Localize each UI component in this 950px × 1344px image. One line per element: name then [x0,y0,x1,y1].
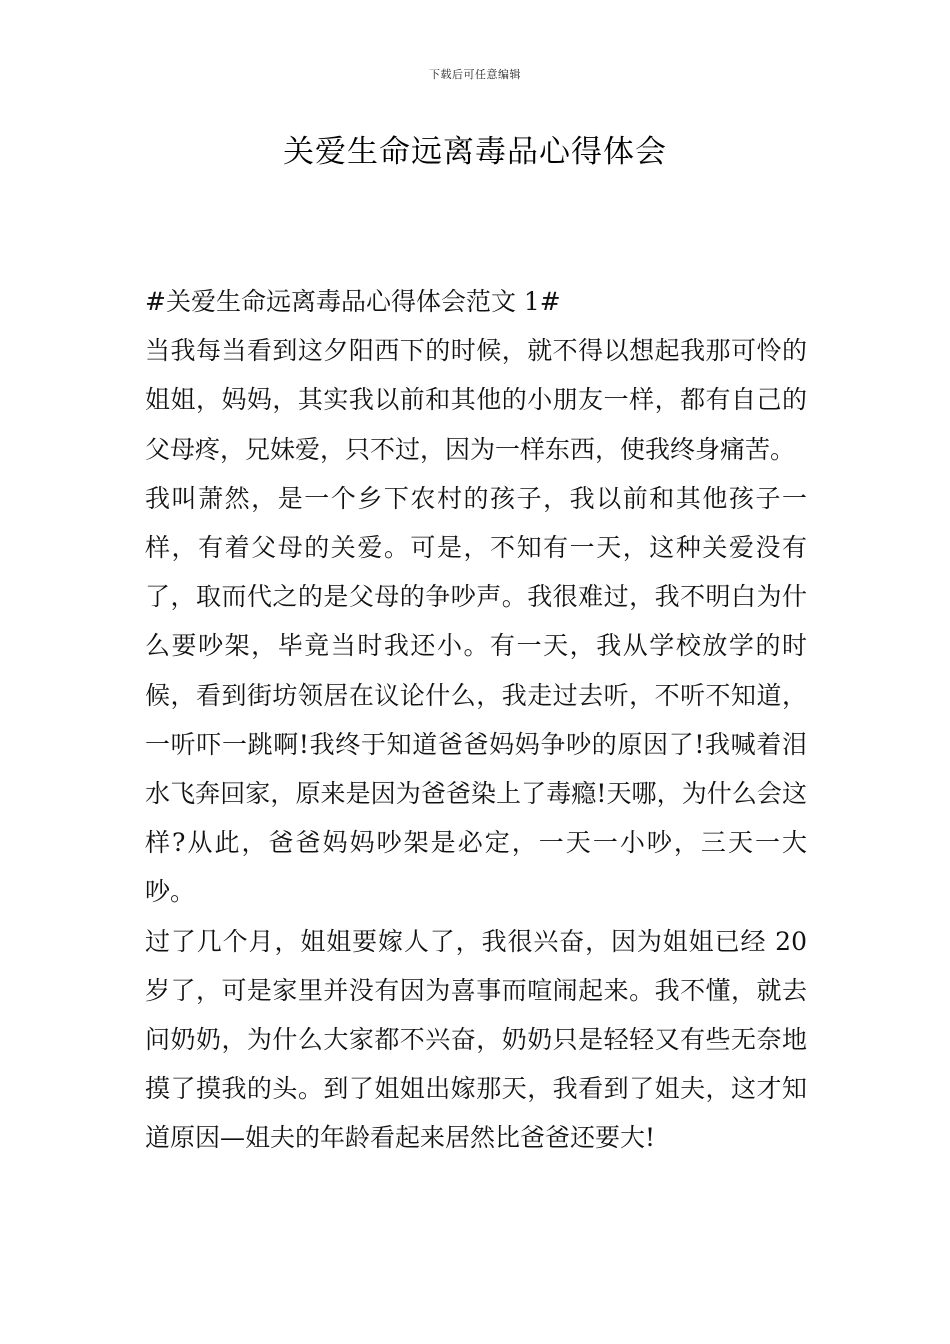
paragraph-1: 当我每当看到这夕阳西下的时候，就不得以想起我那可怜的姐姐，妈妈，其实我以前和其他的小朋友一样，都有自己的父母疼，兄妹爱，只不过，因为一样东西，使我终身痛苦。 [145,336,807,464]
section-heading: #关爱生命远离毒品心得体会范文 1# [145,287,561,316]
paragraph-3: 过了几个月，姐姐要嫁人了，我很兴奋，因为姐姐已经 20 岁了，可是家里并没有因为喜事而喧闹起来。我不懂，就去问奶奶，为什么大家都不兴奋，奶奶只是轻轻又有些无奈地摸了摸我的头。到了姐姐出嫁那天，我看到了姐夫，这才知道原因—姐夫的年龄看起来居然比爸爸还要大! [145,926,807,1153]
paragraph-2: 我叫萧然，是一个乡下农村的孩子，我以前和其他孩子一样，有着父母的关爱。可是，不知有一天，这种关爱没有了，取而代之的是父母的争吵声。我很难过，我不明白为什么要吵架，毕竟当时我还小。有一天，我从学校放学的时候，看到街坊领居在议论什么，我走过去听，不听不知道，一听吓一跳啊!我终于知道爸爸妈妈争吵的原因了!我喊着泪水飞奔回家，原来是因为爸爸染上了毒瘾!天哪，为什么会这样?从此，爸爸妈妈吵架是必定，一天一小吵，三天一大吵。 [145,483,807,907]
document-title: 关爱生命远离毒品心得体会 [283,134,667,170]
document-body [145,277,807,1163]
header-note: 下载后可任意编辑 [429,68,521,81]
